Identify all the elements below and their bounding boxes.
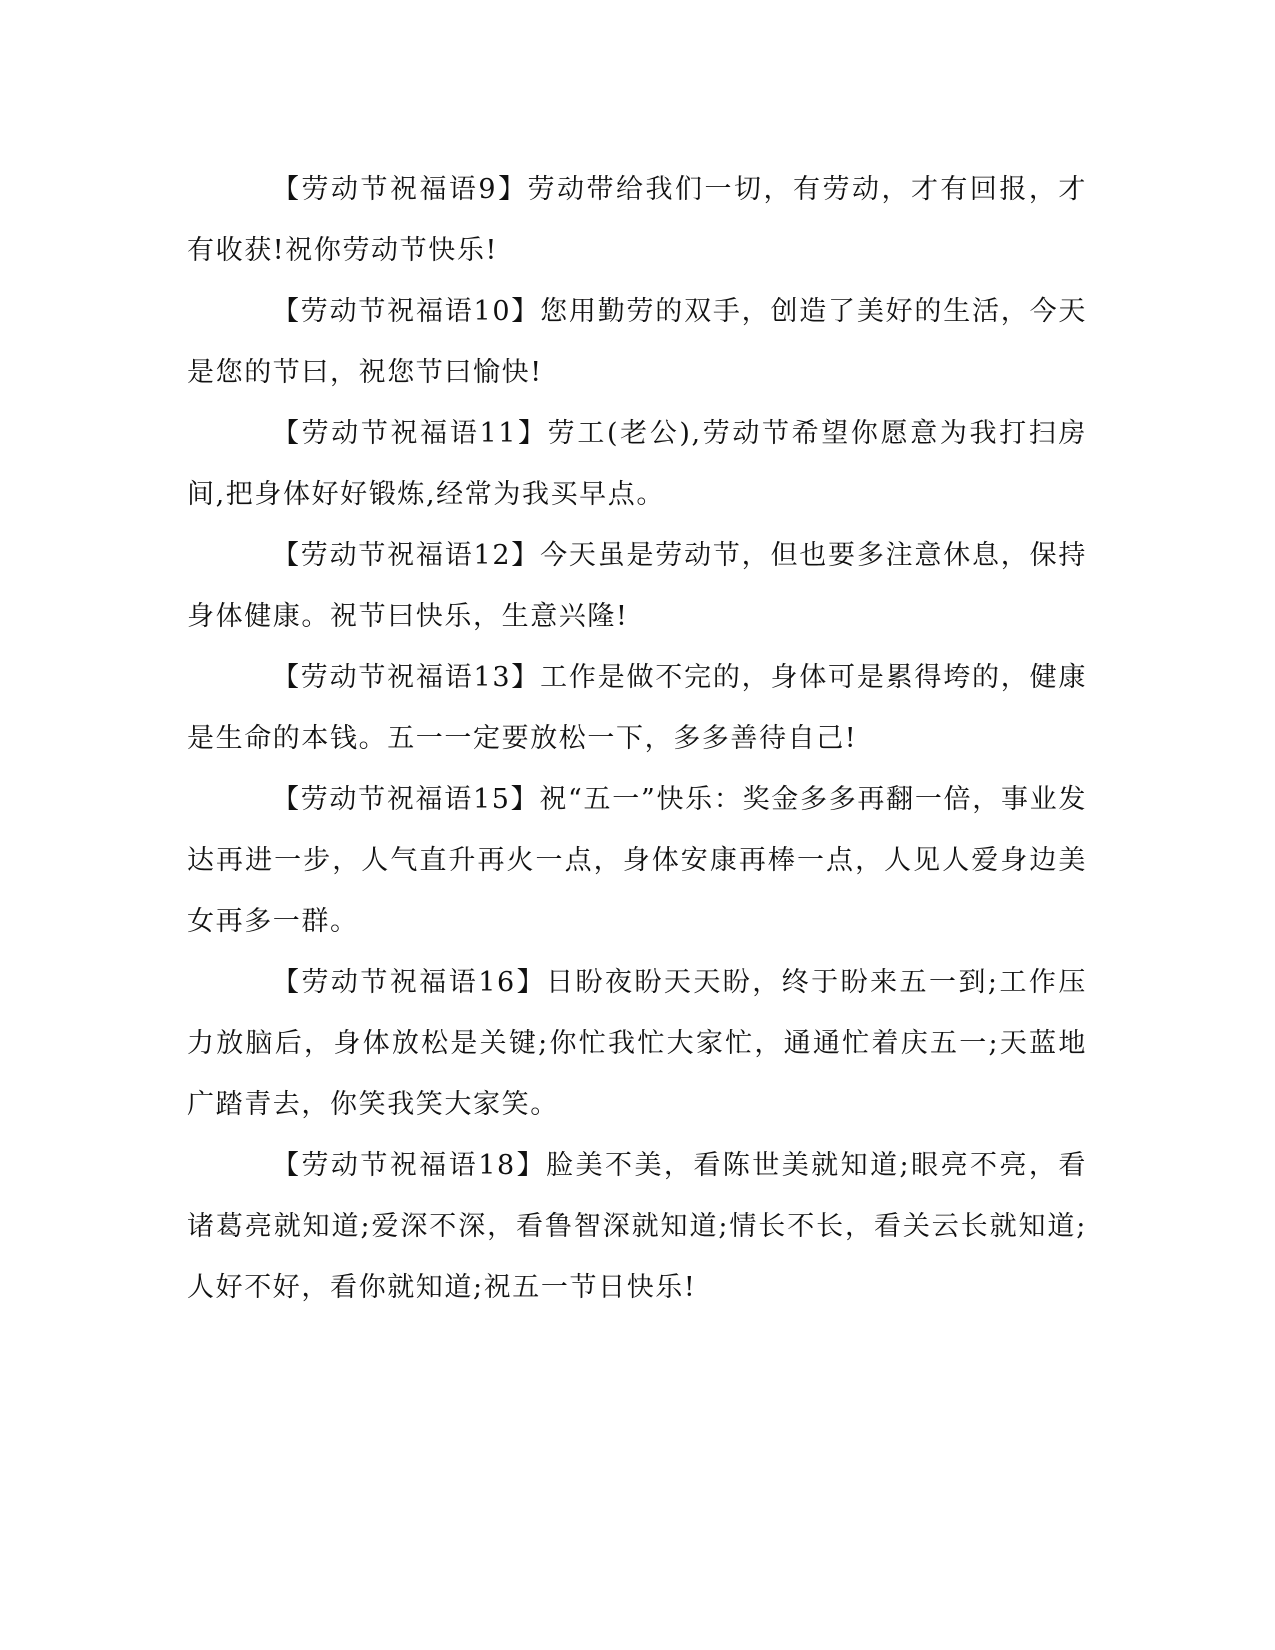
paragraph-blessing-12: 【劳动节祝福语12】今天虽是劳动节，但也要多注意休息，保持身体健康。祝节曰快乐，生意兴隆! (187, 540, 1087, 632)
paragraph-blessing-18: 【劳动节祝福语18】脸美不美，看陈世美就知道;眼亮不亮，看诸葛亮就知道;爱深不深，看鲁智深就知道;情长不长，看关云长就知道;人好不好，看你就知道;祝五一节日快乐! (187, 1150, 1087, 1303)
paragraph-blessing-13: 【劳动节祝福语13】工作是做不完的，身体可是累得垮的，健康是生命的本钱。五一一定要放松一下，多多善待自己! (187, 662, 1087, 754)
paragraph-blessing-10: 【劳动节祝福语10】您用勤劳的双手，创造了美好的生活，今天是您的节曰，祝您节曰愉快! (187, 296, 1087, 388)
paragraph-blessing-16: 【劳动节祝福语16】日盼夜盼天天盼，终于盼来五一到;工作压力放脑后，身体放松是关键;你忙我忙大家忙，通通忙着庆五一;天蓝地广踏青去，你笑我笑大家笑。 (187, 967, 1087, 1120)
paragraph-blessing-11: 【劳动节祝福语11】劳工(老公),劳动节希望你愿意为我打扫房间,把身体好好锻炼,经常为我买早点。 (187, 418, 1087, 510)
paragraph-blessing-9: 【劳动节祝福语9】劳动带给我们一切，有劳动，才有回报，才有收获!祝你劳动节快乐! (187, 174, 1087, 266)
document-body (187, 159, 1087, 1318)
paragraph-blessing-15: 【劳动节祝福语15】祝“五一”快乐：奖金多多再翻一倍，事业发达再进一步，人气直升再火一点，身体安康再棒一点，人见人爱身边美女再多一群。 (187, 784, 1087, 937)
